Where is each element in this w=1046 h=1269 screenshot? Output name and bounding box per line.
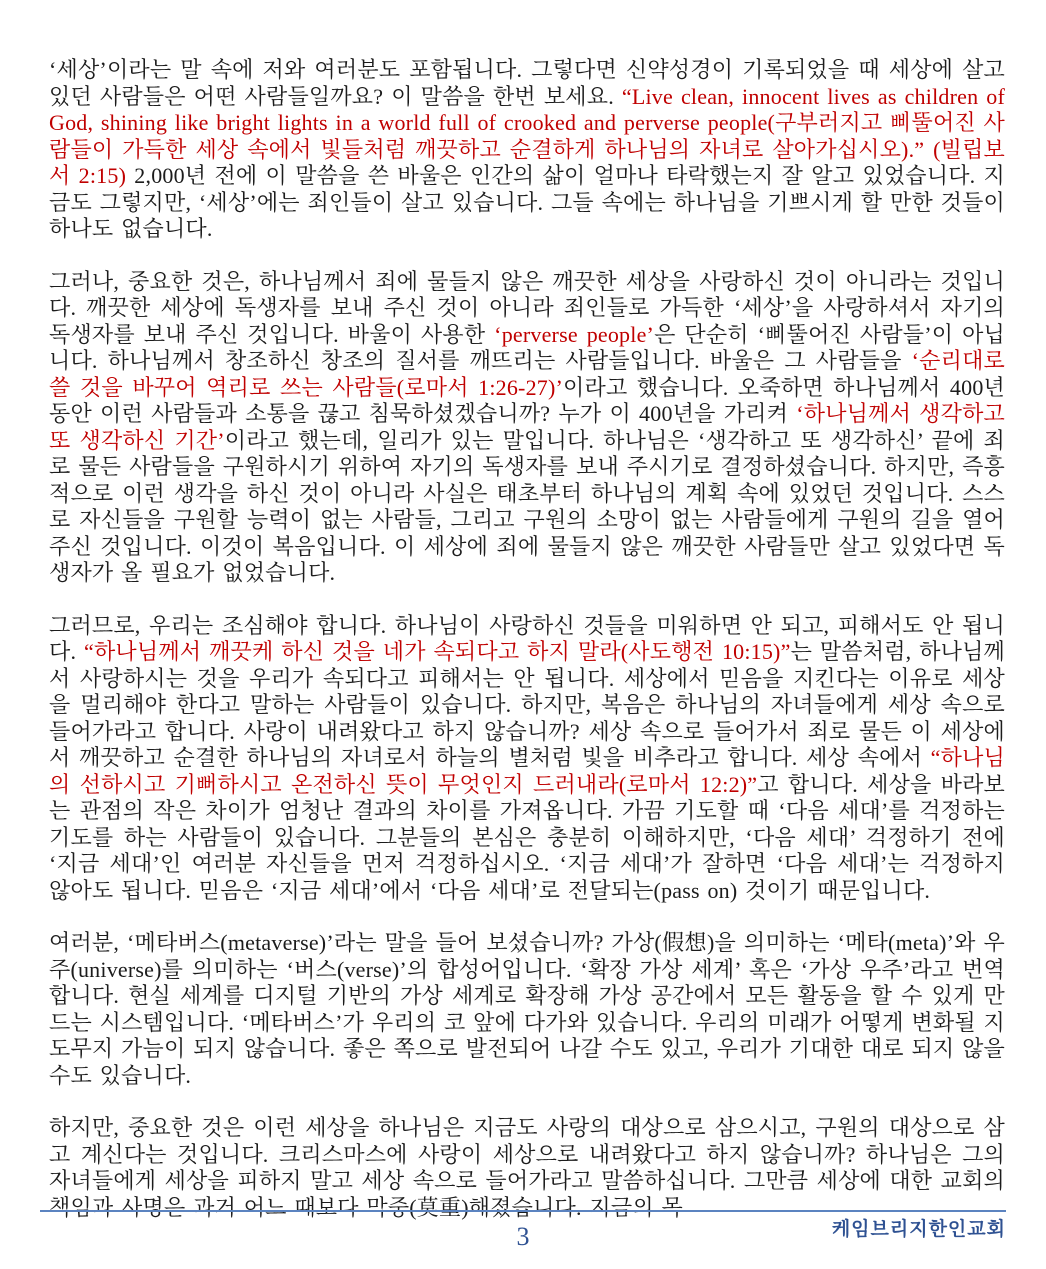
scripture-quote-text: ‘하나님께서 생각하고 또 생각하신 기간’ xyxy=(49,401,1005,453)
paragraph xyxy=(49,930,1005,1089)
paragraph xyxy=(49,1115,1005,1221)
body-text: 그러므로, 우리는 조심해야 합니다. 하나님이 사랑하신 것들을 미워하면 안 되고, 피해서도 안 됩니다. xyxy=(49,612,1005,664)
scripture-quote-text: “하나님의 선하시고 기뻐하시고 온전하신 뜻이 무엇인지 드러내라(로마서 12:2)” xyxy=(49,745,1005,797)
body-text: 는 말씀처럼, 하나님께서 사랑하시는 것을 우리가 속되다고 피해서는 안 됩니다. 세상에서 믿음을 지킨다는 이유로 세상을 멀리해야 한다고 말하는 사람들이 있습니다. 하지만, 복음은 하나님의 자녀들에게 세상 속으로 들어가라고 합니다. 사랑이 내려왔다고 하지 않습니까? 세상 속으로 들어가서 죄로 물든 이 세상에서 깨끗하고 순결한 하나님의 자녀로서 하늘의 별처럼 빛을 비추라고 합니다. 세상 속에서 xyxy=(49,639,1006,770)
scripture-quote-text: ‘perverse people’ xyxy=(494,321,655,347)
body-text: 2,000년 전에 이 말씀을 쓴 바울은 인간의 삶이 얼마나 타락했는지 잘 알고 있었습니다. 지금도 그렇지만, ‘세상’에는 죄인들이 살고 있습니다. 그들 속에는 하나님을 기쁘시게 할 만한 것들이 하나도 없습니다. xyxy=(49,163,1005,241)
church-name: 케임브리지한인교회 xyxy=(831,1219,1006,1240)
document-body xyxy=(49,57,1005,1221)
scripture-quote-text: “하나님께서 깨끗케 하신 것을 네가 속되다고 하지 말라(사도행전 10:15)” xyxy=(84,639,791,664)
body-text: ‘세상’이라는 말 속에 저와 여러분도 포함됩니다. 그렇다면 신약성경이 기록되었을 때 세상에 살고 있던 사람들은 어떤 사람들일까요? 이 말씀을 한번 보세요. xyxy=(49,57,1005,109)
body-text: 은 단순히 ‘삐뚤어진 사람들’이 아닙니다. 하나님께서 창조하신 창조의 질서를 깨뜨리는 사람들입니다. 바울은 그 사람들을 xyxy=(49,321,1005,373)
paragraph xyxy=(49,269,1005,587)
body-text: 고 합니다. 세상을 바라보는 관점의 작은 차이가 엄청난 결과의 차이를 가져옵니다. 가끔 기도할 때 ‘다음 세대’를 걱정하는 기도를 하는 사람들이 있습니다. 그분들의 본심은 충분히 이해하지만, ‘다음 세대’ 걱정하기 전에 ‘지금 세대’인 여러분 자신들을 먼저 걱정하십시오. ‘지금 세대’가 잘하면 ‘다음 세대’는 걱정하지 않아도 됩니다. 믿음은 ‘지금 세대’에서 ‘다음 세대’로 전달되는(pass on) 것이기 때문입니다. xyxy=(49,771,1005,903)
body-text: 여러분, ‘메타버스(metaverse)’라는 말을 들어 보셨습니까? 가상(假想)을 의미하는 ‘메타(meta)’와 우주(universe)를 의미하는 ‘버스(verse)’의 합성어입니다. ‘확장 가상 세계’ 혹은 ‘가상 우주’라고 번역합니다. 현실 세계를 디지털 기반의 가상 세계로 확장해 가상 공간에서 모든 활동을 할 수 있게 만드는 시스템입니다. ‘메타버스’가 우리의 코 앞에 다가와 있습니다. 우리의 미래가 어떻게 변화될 지 도무지 가늠이 되지 않습니다. 좋은 쪽으로 발전되어 나갈 수도 있고, 우리가 기대한 대로 되지 않을 수도 있습니다. xyxy=(49,930,1005,1088)
body-text: 이라고 했습니다. 오죽하면 하나님께서 400년 동안 이런 사람들과 소통을 끊고 침묵하셨겠습니까? 누가 이 400년을 가리켜 xyxy=(49,374,1005,426)
paragraphs-container xyxy=(49,57,1005,1221)
paragraph xyxy=(49,57,1005,243)
paragraph xyxy=(49,613,1005,905)
footer-divider xyxy=(40,1210,1006,1212)
scripture-quote-text: “Live clean, innocent lives as children of God, shining like bright lights in a world full of crooked and perverse people(구부러지고 삐뚤어진 사람들이 가득한 세상 속에서 빛들처럼 깨끗하고 순결하게 하나님의 자녀로 살아가십시오).” (빌립보서 2:15) xyxy=(49,83,1006,188)
scripture-quote-text: ‘순리대로 쓸 것을 바꾸어 역리로 쓰는 사람들(로마서 1:26-27)’ xyxy=(49,348,1005,400)
body-text: 하지만, 중요한 것은 이런 세상을 하나님은 지금도 사랑의 대상으로 삼으시고, 구원의 대상으로 삼고 계신다는 것입니다. 크리스마스에 사랑이 세상으로 내려왔다고 하지 않습니까? 하나님은 그의 자녀들에게 세상을 피하지 말고 세상 속으로 들어가라고 말씀하십니다. 그만큼 세상에 대한 교회의 책임과 사명은 과거 어느 때보다 막중(莫重)해졌습니다. 지금의 목 xyxy=(49,1115,1005,1220)
body-text: 그러나, 중요한 것은, 하나님께서 죄에 물들지 않은 깨끗한 세상을 사랑하신 것이 아니라는 것입니다. 깨끗한 세상에 독생자를 보내 주신 것이 아니라 죄인들로 가득한 ‘세상’을 사랑하셔서 자기의 독생자를 보내 주신 것입니다. 바울이 사용한 xyxy=(49,268,1005,347)
body-text: 이라고 했는데, 일리가 있는 말입니다. 하나님은 ‘생각하고 또 생각하신’ 끝에 죄로 물든 사람들을 구원하시기 위하여 자기의 독생자를 보내 주시기로 결정하셨습니다. 하지만, 즉흥적으로 이런 생각을 하신 것이 아니라 사실은 태초부터 하나님의 계획 속에 있었던 것입니다. 스스로 자신들을 구원할 능력이 없는 사람들, 그리고 구원의 소망이 없는 사람들에게 구원의 길을 열어 주신 것입니다. 이것이 복음입니다. 이 세상에 죄에 물들지 않은 깨끗한 사람들만 살고 있었다면 독생자가 올 필요가 없었습니다. xyxy=(49,427,1006,585)
page-number: 3 xyxy=(516,1222,530,1251)
